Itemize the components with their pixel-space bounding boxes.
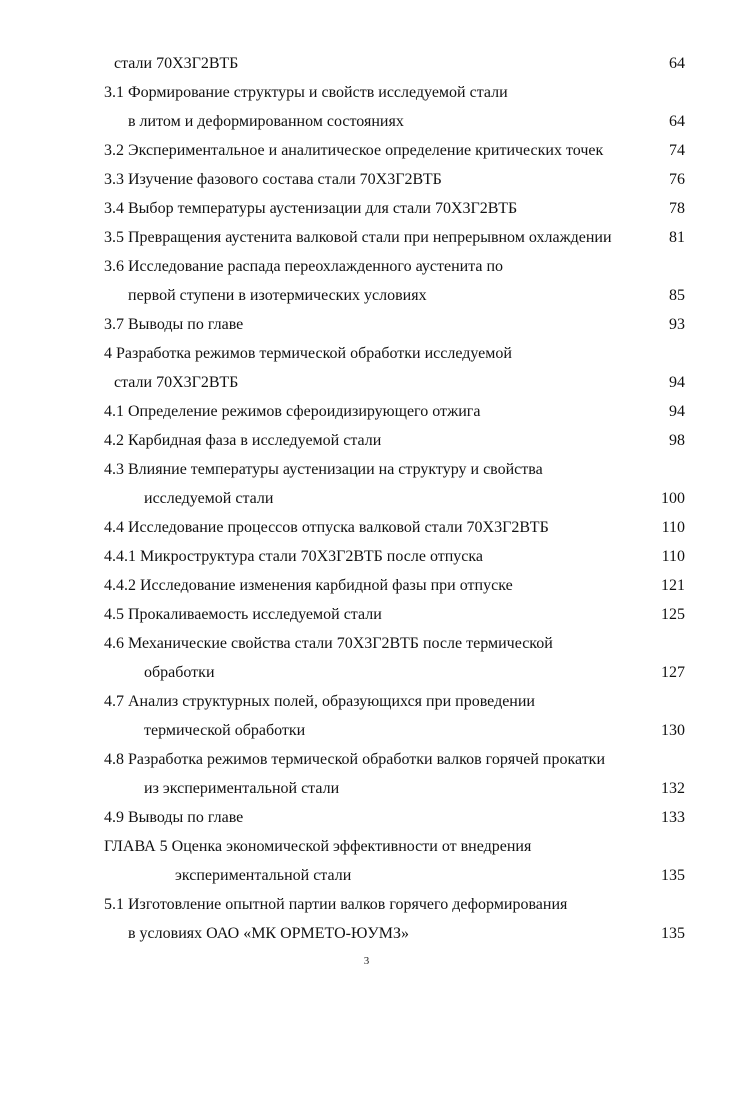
toc-entry bbox=[0, 832, 733, 861]
toc-entry-page: 64 bbox=[669, 55, 685, 72]
toc-entry-title: обработки bbox=[144, 664, 215, 681]
toc-entry-page: 133 bbox=[661, 809, 685, 826]
toc-entry-page: 98 bbox=[669, 432, 685, 449]
toc-entry bbox=[0, 629, 733, 658]
toc-entry bbox=[0, 513, 733, 542]
toc-entry-title: термической обработки bbox=[144, 722, 306, 739]
toc-entry-page: 94 bbox=[669, 374, 685, 391]
toc-entry-page: 76 bbox=[669, 171, 685, 188]
page-number: 3 bbox=[363, 955, 370, 967]
toc-entry-title: 3.3 Изучение фазового состава стали 70Х3Г2ВТБ bbox=[104, 171, 442, 188]
toc-entry-title: в литом и деформированном состояниях bbox=[128, 113, 404, 130]
toc-entry-title: в условиях ОАО «МК ОРМЕТО-ЮУМЗ» bbox=[128, 925, 409, 942]
toc-entry-page: 85 bbox=[669, 287, 685, 304]
toc-entry bbox=[0, 803, 733, 832]
toc-entry-title: 4.9 Выводы по главе bbox=[104, 809, 244, 826]
toc-entry-title: 4.5 Прокаливаемость исследуемой стали bbox=[104, 606, 382, 623]
toc-entry-title: стали 70Х3Г2ВТБ bbox=[114, 55, 239, 72]
toc-entry-page: 74 bbox=[669, 142, 685, 159]
toc-entry bbox=[0, 919, 733, 948]
toc-entry-title: из экспериментальной стали bbox=[144, 780, 340, 797]
toc-entry-page: 135 bbox=[661, 925, 685, 942]
toc-entry-page: 78 bbox=[669, 200, 685, 217]
toc-entry-page: 110 bbox=[661, 519, 685, 536]
toc-entry-title: 4 Разработка режимов термической обработки исследуемой bbox=[104, 345, 512, 362]
toc-entry-title: 3.7 Выводы по главе bbox=[104, 316, 244, 333]
toc-entry-title: 4.2 Карбидная фаза в исследуемой стали bbox=[104, 432, 382, 449]
toc-entry-title: 4.4.1 Микроструктура стали 70Х3Г2ВТБ после отпуска bbox=[104, 548, 484, 565]
toc-entry bbox=[0, 774, 733, 803]
toc-entry-title: 5.1 Изготовление опытной партии валков горячего деформирования bbox=[104, 896, 568, 913]
toc-entry bbox=[0, 78, 733, 107]
toc-entry-title: 3.5 Превращения аустенита валковой стали при непрерывном охлаждении bbox=[104, 229, 612, 246]
toc-entry-title: ГЛАВА 5 Оценка экономической эффективности от внедрения bbox=[104, 838, 532, 855]
toc-entry bbox=[0, 223, 733, 252]
toc-entry-page: 110 bbox=[661, 548, 685, 565]
toc-entry-page: 127 bbox=[661, 664, 685, 681]
toc-entry bbox=[0, 716, 733, 745]
toc-entry-title: 3.2 Экспериментальное и аналитическое определение критических точек bbox=[104, 142, 604, 159]
toc-entry bbox=[0, 484, 733, 513]
toc-entry-title: 4.7 Анализ структурных полей, образующихся при проведении bbox=[104, 693, 535, 710]
toc-entry-title: 4.3 Влияние температуры аустенизации на структуру и свойства bbox=[104, 461, 543, 478]
toc-entry bbox=[0, 745, 733, 774]
toc-entry-title: 4.4.2 Исследование изменения карбидной фазы при отпуске bbox=[104, 577, 513, 594]
toc-entry bbox=[0, 194, 733, 223]
toc-entry-title: 3.4 Выбор температуры аустенизации для стали 70Х3Г2ВТБ bbox=[104, 200, 518, 217]
table-of-contents bbox=[0, 49, 733, 948]
toc-entry-page: 93 bbox=[669, 316, 685, 333]
toc-entry-title: 4.4 Исследование процессов отпуска валковой стали 70Х3Г2ВТБ bbox=[104, 519, 549, 536]
toc-entry bbox=[0, 571, 733, 600]
toc-entry bbox=[0, 397, 733, 426]
toc-entry bbox=[0, 687, 733, 716]
toc-entry-title: первой ступени в изотермических условиях bbox=[128, 287, 427, 304]
toc-entry bbox=[0, 281, 733, 310]
toc-entry bbox=[0, 542, 733, 571]
toc-entry-page: 121 bbox=[661, 577, 685, 594]
toc-entry bbox=[0, 136, 733, 165]
toc-entry bbox=[0, 252, 733, 281]
toc-entry bbox=[0, 600, 733, 629]
toc-entry bbox=[0, 658, 733, 687]
toc-entry bbox=[0, 890, 733, 919]
toc-entry bbox=[0, 426, 733, 455]
toc-entry-page: 130 bbox=[661, 722, 685, 739]
toc-entry-page: 100 bbox=[661, 490, 685, 507]
toc-entry-page: 64 bbox=[669, 113, 685, 130]
toc-entry bbox=[0, 861, 733, 890]
toc-entry-title: стали 70Х3Г2ВТБ bbox=[114, 374, 239, 391]
toc-entry-title: 3.6 Исследование распада переохлажденного аустенита по bbox=[104, 258, 504, 275]
toc-entry-page: 81 bbox=[669, 229, 685, 246]
toc-entry-page: 135 bbox=[661, 867, 685, 884]
toc-entry bbox=[0, 165, 733, 194]
toc-entry bbox=[0, 310, 733, 339]
toc-entry bbox=[0, 368, 733, 397]
toc-entry-title: экспериментальной стали bbox=[175, 867, 352, 884]
toc-entry-title: 4.1 Определение режимов сфероидизирующего отжига bbox=[104, 403, 481, 420]
toc-entry bbox=[0, 455, 733, 484]
toc-entry-title: 3.1 Формирование структуры и свойств исследуемой стали bbox=[104, 84, 508, 101]
toc-entry bbox=[0, 107, 733, 136]
toc-entry-page: 125 bbox=[661, 606, 685, 623]
toc-entry-title: исследуемой стали bbox=[144, 490, 274, 507]
toc-entry-page: 132 bbox=[661, 780, 685, 797]
toc-entry bbox=[0, 49, 733, 78]
toc-entry-title: 4.6 Механические свойства стали 70Х3Г2ВТБ после термической bbox=[104, 635, 553, 652]
toc-entry-page: 94 bbox=[669, 403, 685, 420]
toc-entry-title: 4.8 Разработка режимов термической обработки валков горячей прокатки bbox=[104, 751, 606, 768]
toc-entry bbox=[0, 339, 733, 368]
